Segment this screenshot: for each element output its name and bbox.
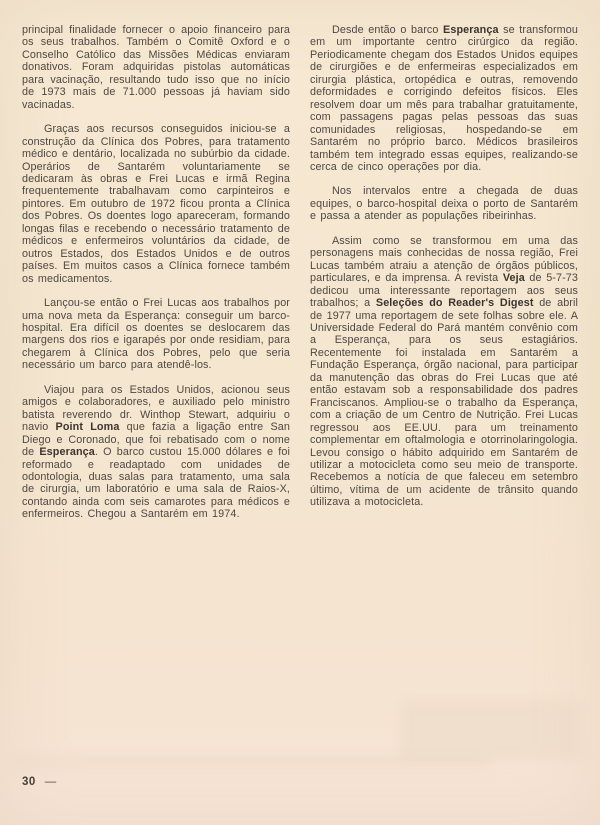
paragraph [310,24,578,173]
text-segment: Nos intervalos entre a chegada de duas equipes, o barco-hospital deixa o porto de Santarém e passa a atender as populações ribeirinhas. [310,185,578,223]
text-segment: Graças aos recursos conseguidos iniciou-se a construção da Clínica dos Pobres, para tratamento médico e dentário, localizada no subúrbio da cidade. Operários de Santarém voluntariamente se dedicaram às obras e Frei Lucas e irmã Regina frequentemente trabalhavam como carpinteiros e pintores. Em outubro de 1972 ficou pronta a Clínica dos Pobres. Os doentes logo apareceram, formando longas filas e recebendo o necessário tratamento de médicos e enfermeiros voluntários da cidade, de outros Estados, dos Estados Unidos e de outros países. Em muitos casos a Clínica fornece também os medicamentos. [22,123,290,285]
text-segment: se transformou em um importante centro cirúrgico da região. Periodicamente chegam dos Estados Unidos equipes de cirurgiões e de enfermeiras especializados em cirurgia plástica, ortopédica e outras, removendo deformidades e corrigindo defeitos físicos. Eles resolvem doar um mês para trabalhar gratuitamente, com passagens pagas pelas pessoas das suas comunidades religiosas, hospedando-se em Santarém no próprio barco. Médicos brasileiros também tem integrado essas equipes, realizando-se cerca de cinco operações por dia. [310,24,578,173]
text-segment: Assim como se transformou em uma das personagens mais conhecidas de nossa região, Frei Lucas também atraiu a atenção de órgãos públicos, particulares, e da imprensa. A revista [310,234,578,285]
paragraph [310,235,578,509]
bold-text-segment: Veja [502,272,525,285]
left-column [22,24,290,533]
paragraph [22,384,290,521]
text-segment: de abril de 1977 uma reportagem de sete folhas sobre ele. A Universidade Federal do Pará mantém convênio com a Esperança, para os seus estagiários. Recentemente foi instalada em Santarém a Fundação Esperança, órgão nacional, para participar da manutenção das obras do Frei Lucas que até então estavam sob a responsabilidade dos padres Franciscanos. Ampliou-se o trabalho da Esperança, com a criação de um Centro de Nutrição. Frei Lucas regressou aos EE.UU. para um treinamento complementar em oftalmologia e otorrinolaringologia. Levou consigo o hábito adquirido em Santarém de utilizar a motocicleta como seu meio de transporte. Recebemos a notícia de que faleceu em setembro último, vítima de um acidente de trânsito quando utilizava a motocicleta. [310,297,578,509]
bold-text-segment: Esperança [443,24,499,36]
text-columns [22,24,578,533]
show-through-ghost [400,700,580,760]
bold-text-segment: Point Loma [55,421,120,434]
page-footer [22,776,57,788]
text-segment: Viajou para os Estados Unidos, acionou seus amigos e colaboradores, e auxiliado pelo ministro batista reverendo dr. Winthop Stewart, adquiriu o navio [22,383,290,434]
paragraph [22,297,290,372]
text-segment: Lançou-se então o Frei Lucas aos trabalhos por uma nova meta da Esperança: conseguir um barco-hospital. Era difícil os doentes se deslocarem das margens dos rios e igarapés por onde residiam, para chegarem à Clínica dos Pobres, pelo que seria necessário um barco para atendê-los. [22,297,290,372]
show-through-ghost [10,755,490,769]
bold-text-segment: Esperança [39,446,95,459]
text-segment: de 5-7-73 dedicou uma interessante reportagem aos seus trabalhos; a [310,272,579,310]
page-number: 30 [22,776,36,788]
text-segment: principal finalidade fornecer o apoio financeiro para os seus trabalhos. Também o Comitê Oxford e o Conselho Católico das Missões Médicas enviaram donativos. Foram adquiridas pistolas automáticas para vacinação, resultando tudo isso que no início de 1973 mais de 71.000 pessoas já haviam sido vacinadas. [22,24,290,111]
paragraph [22,123,290,285]
text-segment: Desde então o barco [332,24,444,36]
right-column [310,24,578,533]
folio-dash: — [44,776,57,788]
bold-text-segment: Seleções do Reader's Digest [375,297,534,310]
text-segment: . O barco custou 15.000 dólares e foi reformado e readaptado com unidades de odontologia, duas salas para tratamento, uma sala de cirurgia, um laboratório e uma sala de Raios-X, contando ainda com seis camarotes para médicos e enfermeiros. Chegou a Santarém em 1974. [22,446,290,521]
paragraph [310,185,578,222]
text-segment: que fazia a ligação entre San Diego e Coronado, que foi rebatisado com o nome de [22,421,290,459]
paragraph [22,24,290,111]
